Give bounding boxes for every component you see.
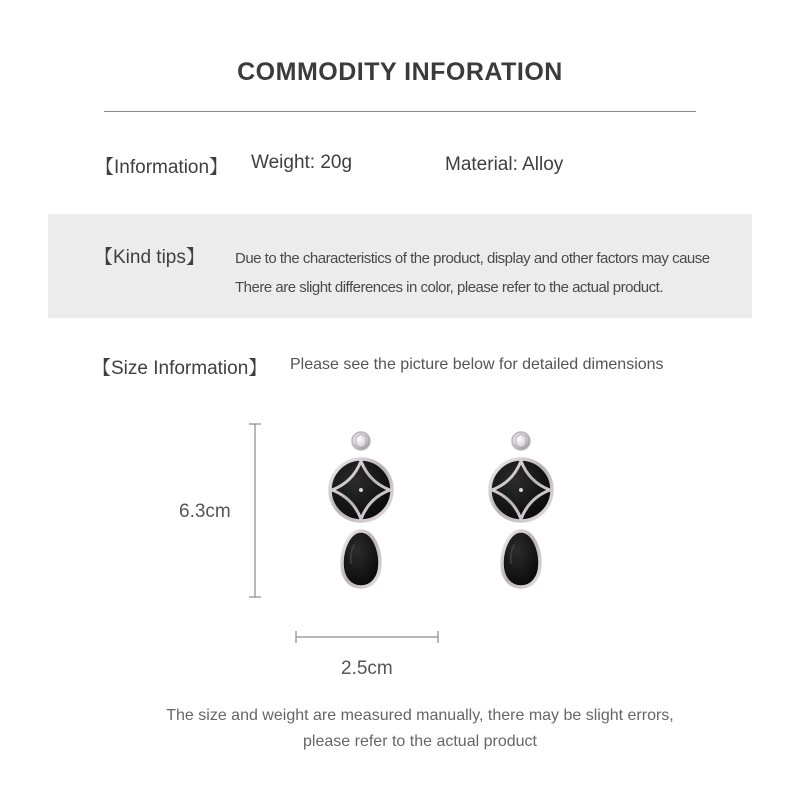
footnote-line-2: please refer to the actual product bbox=[303, 733, 537, 750]
footnote-line-1: The size and weight are measured manually, there may be slight errors, bbox=[166, 707, 674, 724]
kind-tips-line-2: There are slight differences in color, please refer to the actual product. bbox=[235, 279, 663, 296]
weight-value: Weight: 20g bbox=[251, 152, 353, 173]
information-label: 【Information】 bbox=[95, 157, 229, 178]
height-dimension-label: 6.3cm bbox=[179, 501, 231, 522]
left-earring-image bbox=[330, 432, 392, 587]
right-earring-image bbox=[490, 432, 552, 587]
width-dimension-line bbox=[296, 631, 438, 643]
page-title: COMMODITY INFORATION bbox=[237, 58, 563, 86]
kind-tips-label: 【Kind tips】 bbox=[94, 247, 205, 268]
size-information-label: 【Size Information】 bbox=[92, 358, 268, 379]
size-information-description: Please see the picture below for detailed dimensions bbox=[290, 356, 664, 373]
material-value: Material: Alloy bbox=[445, 154, 564, 175]
kind-tips-line-1: Due to the characteristics of the product, display and other factors may cause bbox=[235, 250, 710, 267]
measurement-footnote bbox=[0, 703, 800, 755]
width-dimension-label: 2.5cm bbox=[341, 658, 393, 679]
height-dimension-line bbox=[249, 424, 261, 597]
